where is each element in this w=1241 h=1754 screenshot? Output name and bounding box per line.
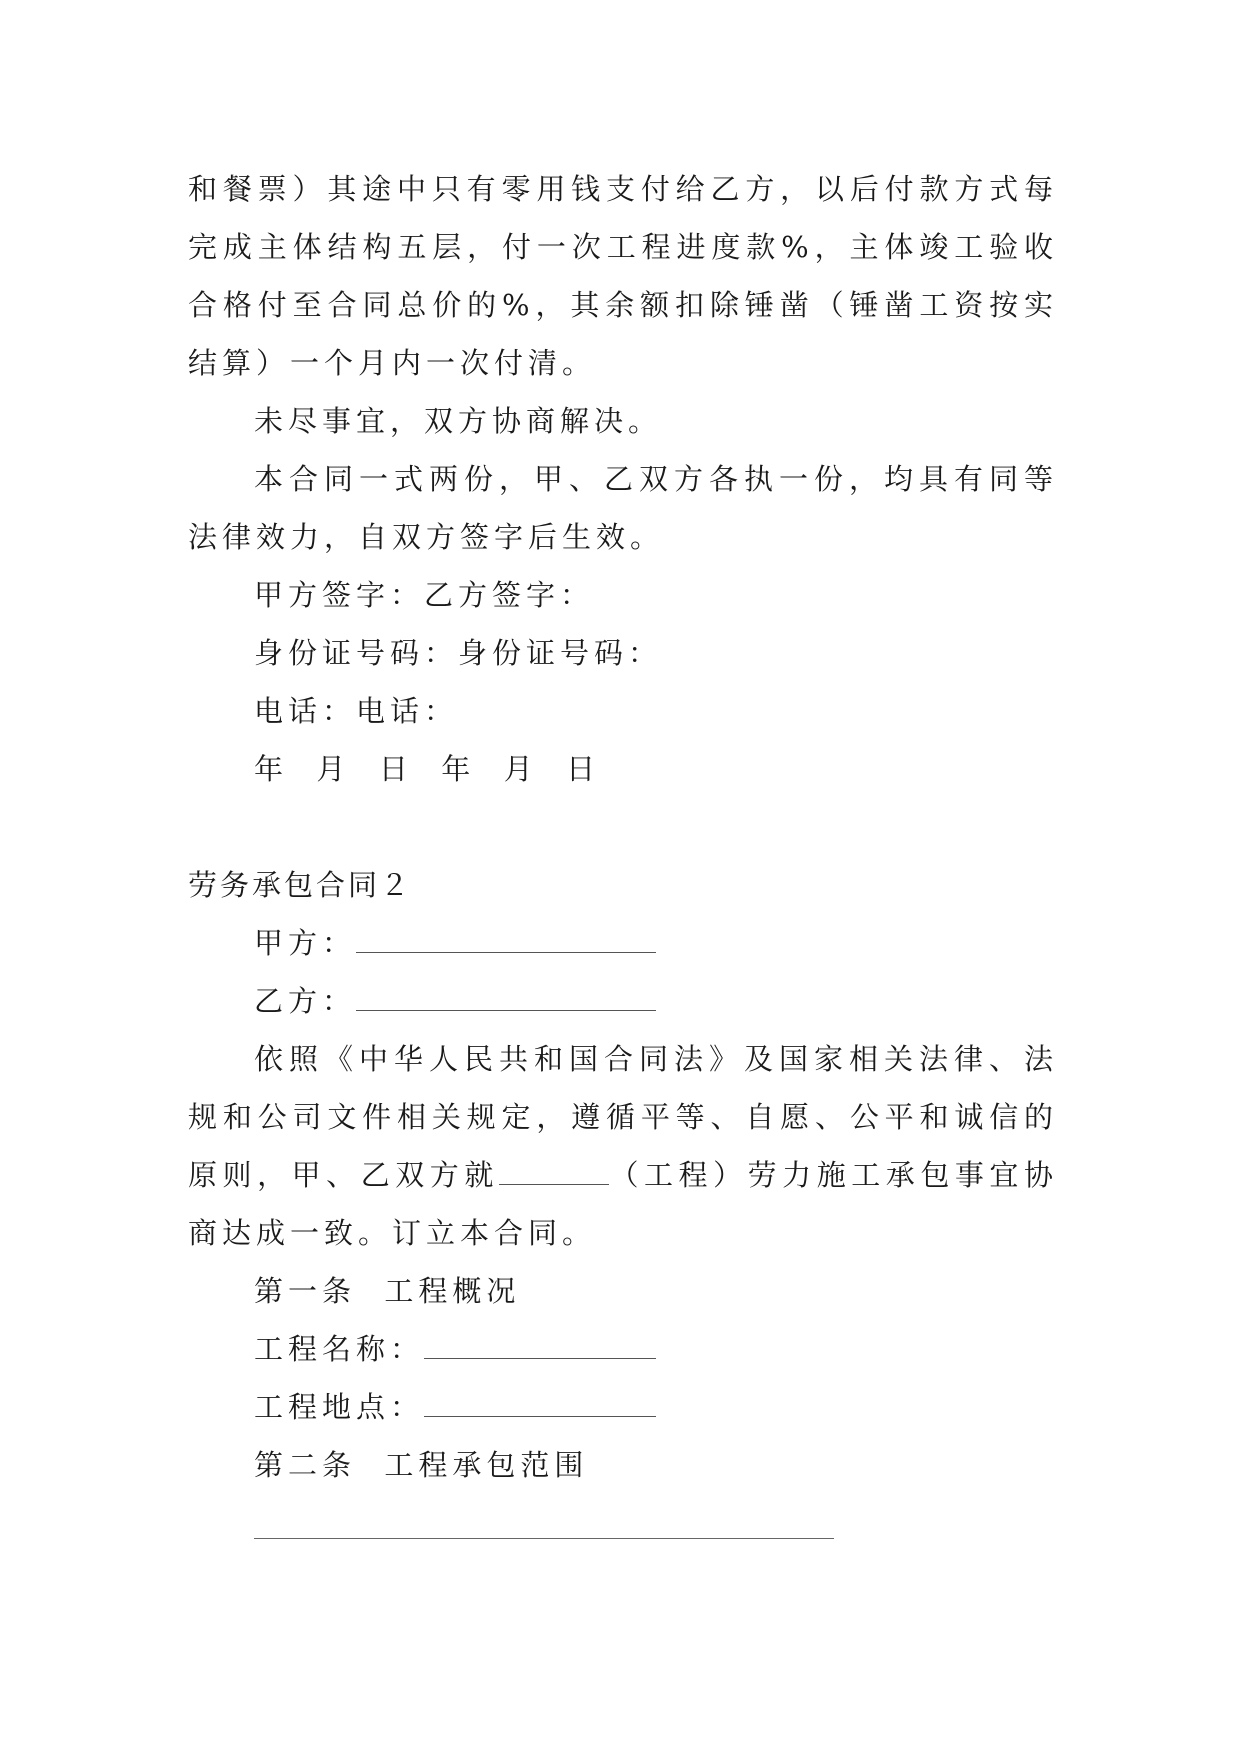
- project-location-blank: [424, 1390, 656, 1417]
- payment-terms-paragraph: 和餐票）其途中只有零用钱支付给乙方，以后付款方式每完成主体结构五层，付一次工程进度款%，主体竣工验收合格付至合同总价的%，其余额扣除锤凿（锤凿工资按实结算）一个月内一次付清。: [188, 172, 1058, 380]
- project-location-line: [188, 1378, 1058, 1436]
- party-a-blank: [356, 926, 656, 953]
- project-blank: [499, 1158, 609, 1185]
- section-gap: [188, 798, 1058, 856]
- contract-2-title: 劳务承包合同２: [188, 868, 413, 902]
- party-b-blank: [356, 984, 656, 1011]
- project-name-line: [188, 1320, 1058, 1378]
- signature-line: 甲方签字：乙方签字：: [254, 578, 595, 612]
- unresolved-matters-paragraph: 未尽事宜，双方协商解决。: [254, 404, 663, 438]
- legal-basis-text-end: （工程）劳力施工承包事宜协商达成一致。订立本合同。: [188, 1158, 1058, 1250]
- article-1-heading: 第一条 工程概况: [254, 1274, 521, 1308]
- article-2-heading: 第二条 工程承包范围: [254, 1448, 589, 1482]
- copies-validity-paragraph: 本合同一式两份，甲、乙双方各执一份，均具有同等法律效力，自双方签字后生效。: [188, 462, 1058, 554]
- legal-basis-text-start: 依照《中华人民共和国合同法》及国家相关法律、法规和公司文件相关规定，遵循平等、自愿、公平和诚信的原则，甲、乙双方就: [188, 1042, 1058, 1192]
- party-a-line: [188, 914, 1058, 972]
- document-body: [188, 160, 1058, 1539]
- legal-basis-paragraph: [188, 1030, 1058, 1262]
- scope-blank-line: [254, 1538, 834, 1539]
- project-name-label: 工程名称：: [254, 1332, 425, 1366]
- party-a-label: 甲方：: [254, 926, 357, 960]
- project-name-blank: [424, 1332, 656, 1359]
- party-b-line: [188, 972, 1058, 1030]
- project-location-label: 工程地点：: [254, 1390, 425, 1424]
- phone-line: 电话：电话：: [254, 694, 459, 728]
- party-b-label: 乙方：: [254, 984, 357, 1018]
- id-number-line: 身份证号码：身份证号码：: [254, 636, 663, 670]
- date-line: 年 月 日 年 月 日: [254, 752, 601, 786]
